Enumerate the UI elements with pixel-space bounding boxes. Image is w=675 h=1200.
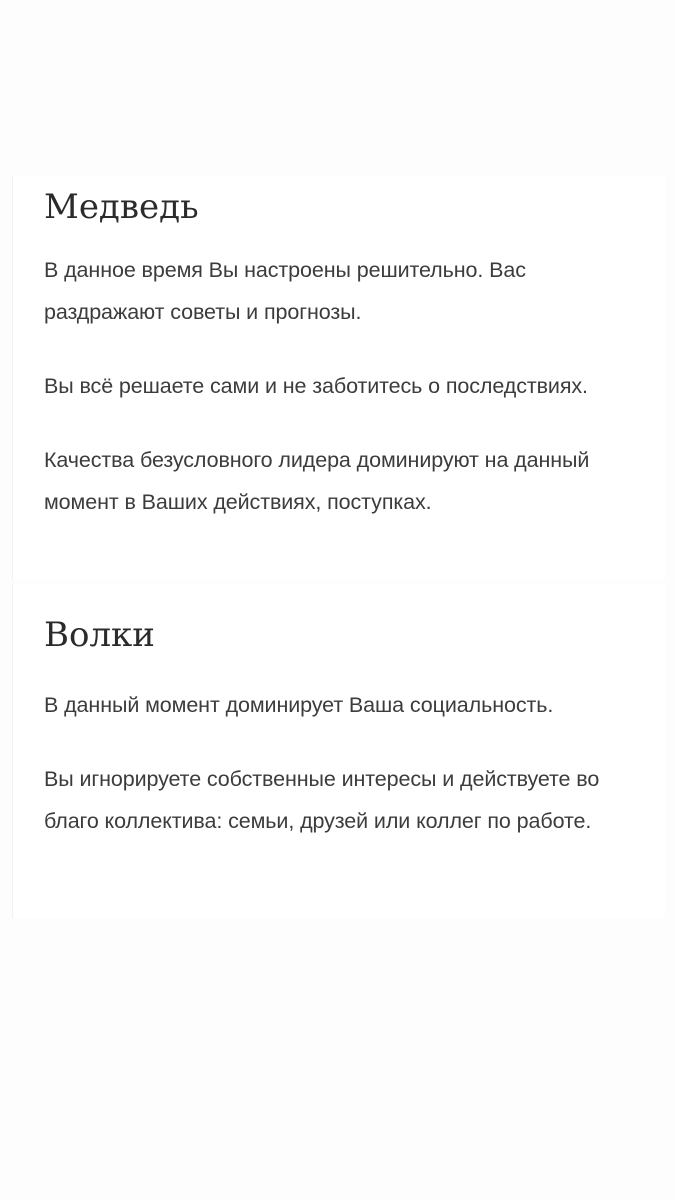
wolves-paragraph-1: В данный момент доминирует Ваша социальность. <box>44 693 554 717</box>
bear-paragraph-1: В данное время Вы настроены решительно. Вас раздражают советы и прогнозы. <box>44 258 526 324</box>
wolves-paragraph-2: Вы игнорируете собственные интересы и действуете во благо коллектива: семьи, друзей или коллег по работе. <box>44 767 600 833</box>
section-title-wolves: Волки <box>44 615 155 655</box>
section-title-bear: Медведь <box>44 187 199 227</box>
section-wolves <box>12 584 665 918</box>
bear-paragraph-3: Качества безусловного лидера доминируют на данный момент в Ваших действиях, поступках. <box>44 448 590 514</box>
bear-paragraph-2: Вы всё решаете сами и не заботитесь о последствиях. <box>44 374 588 398</box>
section-bear <box>12 176 665 580</box>
